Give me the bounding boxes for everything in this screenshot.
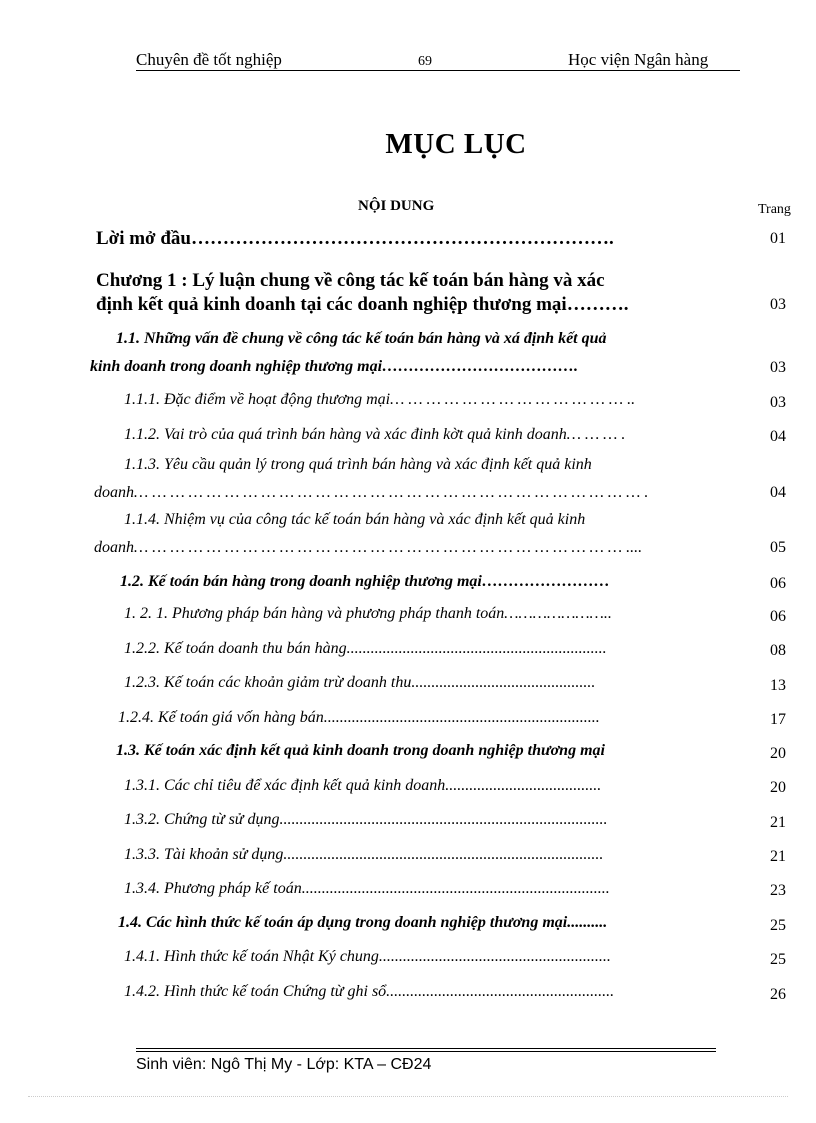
toc-entry-text: 1.4. Các hình thức kế toán áp dụng trong doanh nghiệp thương mại..........: [118, 914, 608, 931]
toc-entry-text: 1.1.4. Nhiệm vụ của công tác kế toán bán hàng và xác định kết quả kinh: [124, 511, 586, 528]
toc-entry-page: 20: [770, 779, 786, 796]
toc-entry-text: 1.2.4. Kế toán giá vốn hàng bán.....................................................................: [118, 709, 600, 726]
toc-entry-text: 1.3.1. Các chỉ tiêu để xác định kết quả kinh doanh.......................................: [124, 777, 602, 794]
toc-entry-page: 17: [770, 711, 786, 728]
page-edge-divider: [28, 1096, 788, 1097]
toc-entry-page: 08: [770, 642, 786, 659]
toc-entry-page: 03: [770, 359, 786, 376]
header-left: Chuyên đề tốt nghiệp: [136, 50, 282, 69]
toc-entry-text: Lời mở đầu………………………………………………………….: [96, 228, 614, 249]
column-header-content: NỘI DUNG: [358, 198, 435, 214]
toc-entry-text: 1.3.3. Tài khoản sử dụng................................................................................: [124, 846, 604, 863]
toc-entry-page: 13: [770, 677, 786, 694]
toc-entry-page: 04: [770, 428, 786, 445]
header-rule: [136, 70, 740, 71]
toc-entry-page: 20: [770, 745, 786, 762]
toc-entry-page: 25: [770, 951, 786, 968]
toc-entry-text: 1.2.3. Kế toán các khoản giảm trừ doanh thu..............................................: [124, 674, 596, 691]
toc-entry-text: kinh doanh trong doanh nghiệp thương mại……………………………….: [90, 358, 579, 375]
footer-rule: [136, 1051, 716, 1052]
column-header-page: Trang: [758, 202, 791, 217]
toc-entry-text: Chương 1 : Lý luận chung về công tác kế toán bán hàng và xác: [96, 270, 605, 291]
toc-entry-text: 1.4.2. Hình thức kế toán Chứng từ ghi sổ.........................................................: [124, 983, 615, 1000]
toc-entry-page: 26: [770, 986, 786, 1003]
toc-entry-text: định kết quả kinh doanh tại các doanh nghiệp thương mại……….: [96, 294, 629, 315]
toc-entry-text: 1.4.1. Hình thức kế toán Nhật Ký chung..........................................................: [124, 948, 611, 965]
toc-entry-page: 23: [770, 882, 786, 899]
toc-entry-text: 1.3. Kế toán xác định kết quả kinh doanh trong doanh nghiệp thương mại: [116, 742, 605, 759]
toc-entry-page: 25: [770, 917, 786, 934]
footer-text: Sinh viên: Ngô Thị My - Lớp: KTA – CĐ24: [136, 1056, 432, 1073]
toc-entry-text: 1. 2. 1. Phương pháp bán hàng và phương pháp thanh toán…………………..: [124, 605, 612, 622]
toc-entry-page: 06: [770, 575, 786, 592]
toc-entry-text: 1.2.2. Kế toán doanh thu bán hàng.................................................................: [124, 640, 607, 657]
toc-entry-text: 1.3.4. Phương pháp kế toán.............................................................................: [124, 880, 610, 897]
page-title: MỤC LỤC: [385, 128, 527, 160]
toc-entry-text: 1.1.1. Đặc điểm về hoạt động thương mại… … … … … … … … … … … … … ..: [124, 391, 636, 408]
toc-entry-page: 04: [770, 484, 786, 501]
toc-entry-page: 01: [770, 230, 786, 247]
toc-entry-page: 03: [770, 296, 786, 313]
toc-entry-page: 03: [770, 394, 786, 411]
toc-entry-text: 1.3.2. Chứng từ sử dụng..................................................................................: [124, 811, 608, 828]
toc-entry-page: 05: [770, 539, 786, 556]
toc-entry-page: 21: [770, 848, 786, 865]
toc-entry-page: 06: [770, 608, 786, 625]
footer-rule: [136, 1048, 716, 1049]
toc-entry-text: 1.1.2. Vai trò của quá trình bán hàng và xác đinh kờt quả kinh doanh… … … .: [124, 426, 626, 443]
toc-entry-text: 1.2. Kế toán bán hàng trong doanh nghiệp thương mại……………………: [120, 573, 610, 590]
header-right: Học viện Ngân hàng: [568, 50, 709, 69]
toc-entry-text: 1.1.3. Yêu cầu quản lý trong quá trình bán hàng và xác định kết quả kinh: [124, 456, 592, 473]
toc-entry-text: 1.1. Những vấn đề chung về công tác kế toán bán hàng và xá định kết quả: [116, 330, 607, 347]
header-page-number: 69: [418, 54, 432, 69]
toc-entry-page: 21: [770, 814, 786, 831]
toc-entry-text: doanh… … … … … … … … … … … … … … … … … … … … … … … … … … … ....: [94, 539, 643, 556]
toc-entry-text: doanh… … … … … … … … … … … … … … … … … … … … … … … … … … … … .: [94, 484, 649, 501]
